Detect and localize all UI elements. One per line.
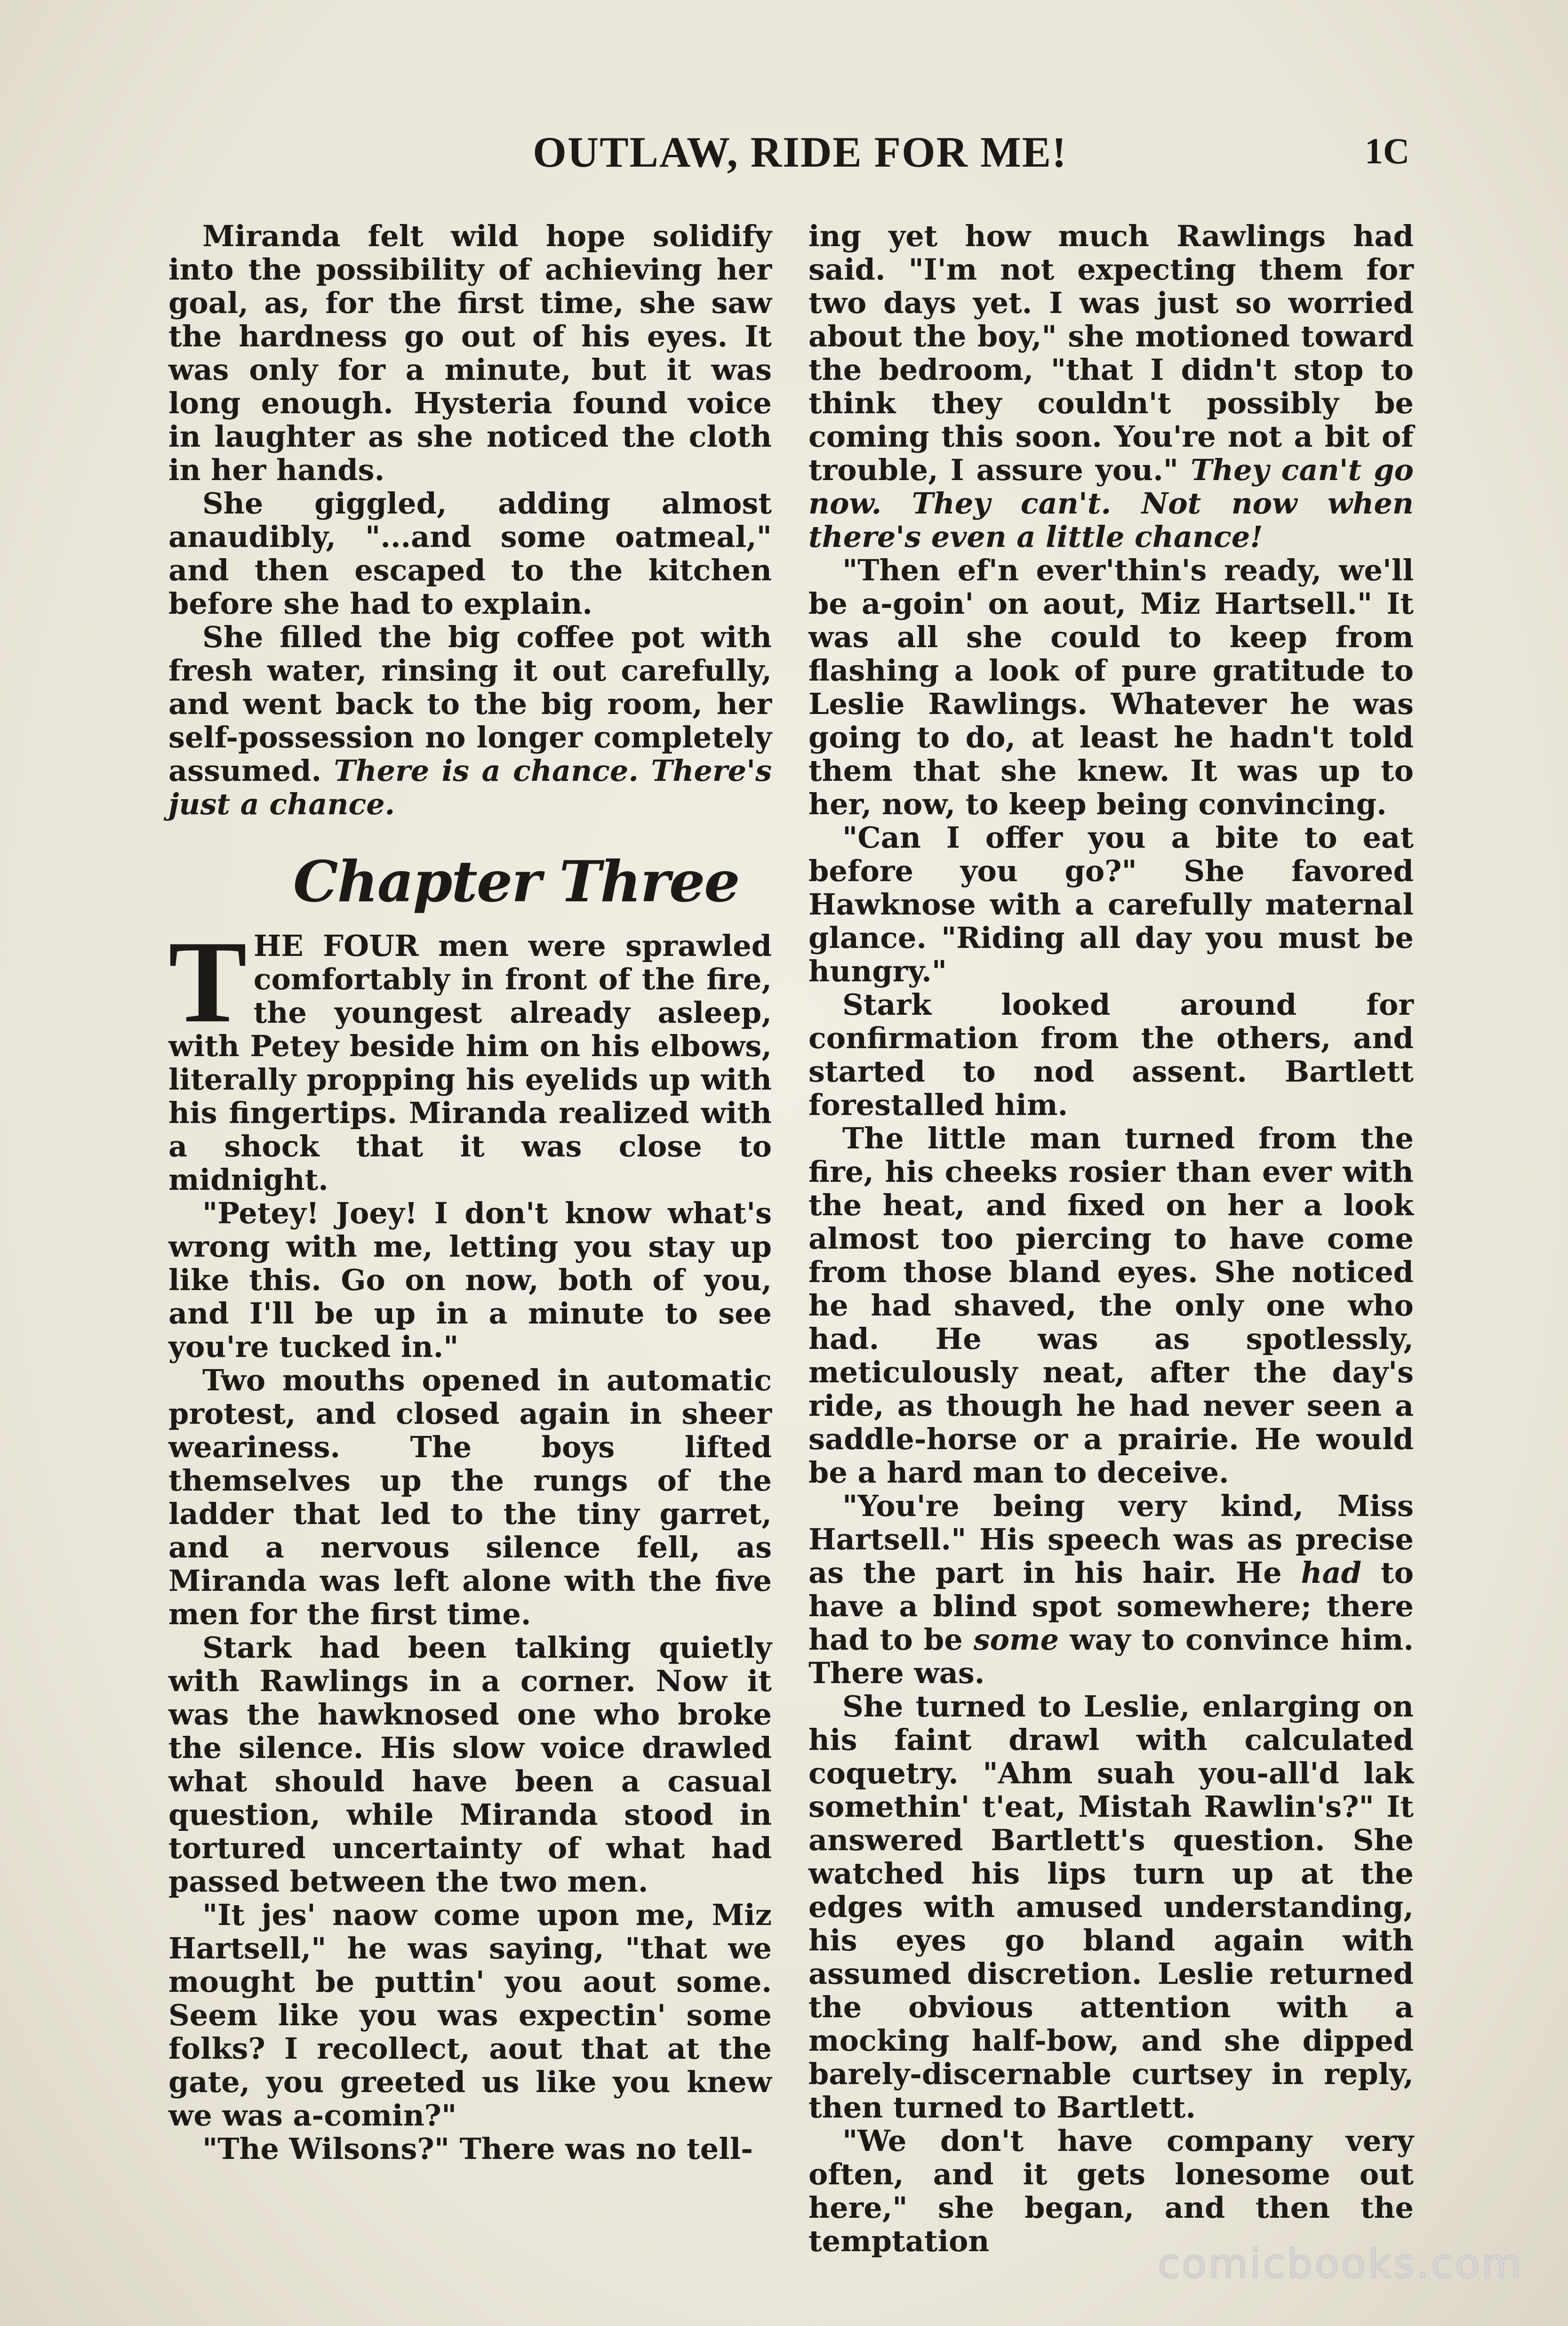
paragraph: Stark had been talking quietly with Rawlings in a corner. Now it was the hawknosed one who broke the silence. His slow voice drawled what should have been a casual question, while Miranda stood in tortured uncertainty of what had passed between the two men. [168,1630,772,1899]
drop-cap: T [168,917,247,1047]
paragraph: "Then ef'n ever'thin's ready, we'll be a-goin' on aout, Miz Hartsell." It was all she could to keep from flashing a look of pure gratitude to Leslie Rawlings. Whatever he was going to do, at least he hadn't told them that she knew. It was up to her, now, to keep being convincing. [808,553,1414,821]
paragraph-text: "You're being very kind, Miss Hartsell." His speech was as precise as the part in his hair. He [808,1489,1414,1590]
paragraph [808,1489,1414,1690]
right-column [808,219,1414,2258]
paragraph: Two mouths opened in automatic protest, and closed again in sheer weariness. The boys lifted themselves up the rungs of the ladder that led to the tiny garret, and a nervous silence fell, as Miranda was left alone with the five men for the first time. [168,1363,772,1631]
paragraph: Stark looked around for confirmation from the others, and started to nod assent. Bartlett forestalled him. [808,987,1414,1122]
lead-caps: HE FOUR [253,929,419,963]
paragraph-text: She filled the big coffee pot with fresh water, rinsing it out carefully, and went back to the big room, her self-possession no longer completely assumed. [168,620,772,788]
paragraph: Miranda felt wild hope solidify into the possibility of achieving her goal, as, for the first time, she saw the hardness go out of his eyes. It was only for a minute, but it was long enough. Hysteria found voice in laughter as she noticed the cloth in her hands. [168,219,772,487]
paragraph: "Petey! Joey! I don't know what's wrong with me, letting you stay up like this. Go on now, both of you, and I'll be up in a minute to see you're tucked in." [168,1196,772,1364]
paragraph: "The Wilsons?" There was no tell- [202,2132,753,2166]
paragraph [168,620,772,821]
paragraph: The little man turned from the fire, his cheeks rosier than ever with the heat, and fixed on her a look almost too piercing to have come from those bland eyes. She noticed he had shaved, the only one who had. He was as spotlessly, meticulously neat, after the day's ride, as though he had never seen a saddle-horse or a prairie. He would be a hard man to deceive. [808,1121,1414,1490]
paragraph-text: way to convince him. There was. [808,1622,1414,1690]
page-header [0,127,1568,188]
chapter-opening-paragraph [168,917,772,1197]
page-number: 1C [1365,130,1410,171]
chapter-heading: Chapter Three [293,849,739,915]
left-column [168,219,772,2166]
italic-word: some [973,1622,1059,1657]
paragraph: "We don't have company very often, and it gets lonesome out here," she began, and then the temptation [808,2124,1414,2258]
paragraph: She giggled, adding almost anaudibly, "...and some oatmeal," and then escaped to the kitchen before she had to explain. [168,486,772,621]
italic-thought: They can't go now. They can't. Not now when there's even a little chance! [808,453,1414,554]
site-watermark: comicbooks.com [1158,2240,1523,2287]
paragraph-continued [808,219,1414,553]
italic-word: had [1301,1556,1362,1590]
paragraph-text: men were sprawled comfortably in front of the fire, the youngest already asleep, with Petey beside him on his elbows, literally propping his eyelids up with his fingertips. Miranda realized with a shock that it was close to midnight. [168,929,772,1197]
running-title: OUTLAW, RIDE FOR ME! [533,128,1067,176]
paragraph-text: ing yet how much Rawlings had said. "I'm not expecting them for two days yet. I was just so worried about the boy," she motioned toward the bedroom, "that I didn't stop to think they couldn't possibly be coming this soon. You're not a bit of trouble, I assure you." [808,219,1414,487]
paragraph-text: to have a blind spot somewhere; there had to be [808,1556,1414,1657]
italic-thought: There is a chance. There's just a chance. [168,754,772,821]
paragraph: "Can I offer you a bite to eat before you go?" She favored Hawknose with a carefully maternal glance. "Riding all day you must be hungry." [808,820,1414,988]
paragraph: "It jes' naow come upon me, Miz Hartsell," he was saying, "that we mought be puttin' you aout some. Seem like you was expectin' some folks? I recollect, aout that at the gate, you greeted us like you knew we was a-comin?" [168,1898,772,2133]
paragraph: She turned to Leslie, enlarging on his faint drawl with calculated coquetry. "Ahm suah you-all'd lak somethin' t'eat, Mistah Rawlin's?" It answered Bartlett's question. She watched his lips turn up at the edges with amused understanding, his eyes go bland again with assumed discretion. Leslie returned the obvious attention with a mocking half-bow, and she dipped barely-discernable curtsey in reply, then turned to Bartlett. [808,1689,1414,2125]
